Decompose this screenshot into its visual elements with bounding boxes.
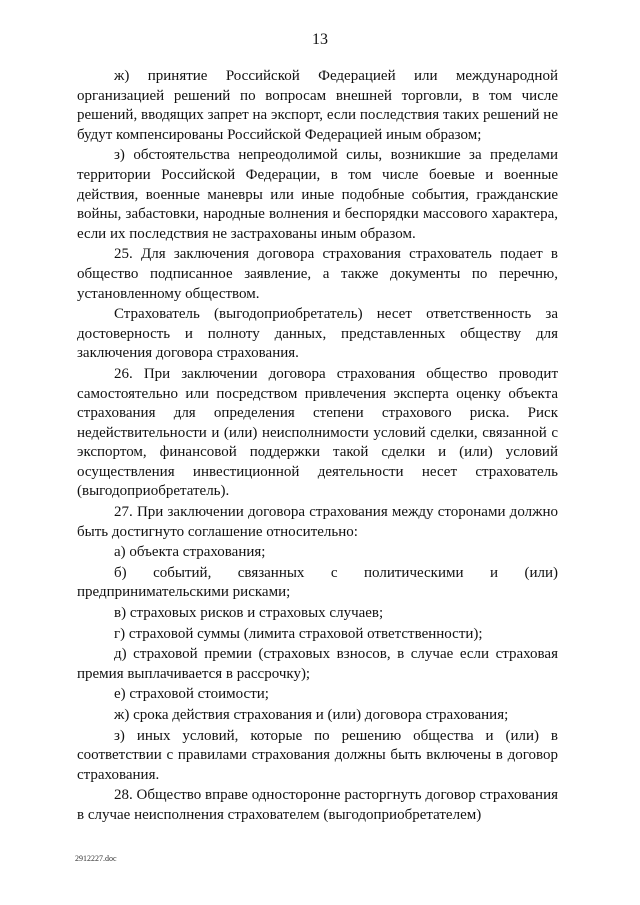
paragraph: Страхователь (выгодоприобретатель) несет ответственность за достоверность и полноту данных, представленных обществу для заключения договора страхования. [77, 306, 558, 362]
list-item: в) страховых рисков и страховых случаев; [114, 605, 384, 622]
paragraph: з) обстоятельства непреодолимой силы, возникшие за пределами территории Российской Федерации, в том числе боевые и военные действия, военные маневры или иные подобные события, гражданские войны, забастовки, народные волнения и беспорядки массового характера, если их последствия не застрахованы иным образом. [77, 147, 558, 242]
list-item: б) событий, связанных с политическими и (или) предпринимательскими рисками; [77, 564, 558, 601]
list-item: з) иных условий, которые по решению общества и (или) в соответствии с правилами страхования должны быть включены в договор страхования. [77, 727, 558, 783]
list-item: д) страховой премии (страховых взносов, в случае если страховая премия выплачивается в рассрочку); [77, 646, 558, 682]
paragraph: 28. Общество вправе односторонне расторгнуть договор страхования в случае неисполнения страхователем (выгодоприобретателем) [77, 787, 558, 823]
list-item: е) страховой стоимости; [114, 686, 269, 703]
page-number: 13 [312, 31, 328, 48]
list-item: ж) срока действия страхования и (или) договора страхования; [114, 707, 509, 723]
paragraph: 26. При заключении договора страхования общество проводит самостоятельно или посредством привлечения эксперта оценку объекта страхования для определения степени страхового риска. Риск недействительности и (или) неисполнимости условий сделки, связанной с экспортом, финансовой поддержки такой сделки и (или) условий осуществления инвестиционной деятельности несет страхователь (выгодоприобретатель). [77, 365, 558, 500]
paragraph: 25. Для заключения договора страхования страхователь подает в общество подписанное заявление, а также документы по перечню, установленному обществом. [77, 246, 558, 302]
document-body [77, 67, 558, 827]
paragraph: 27. При заключении договора страхования между сторонами должно быть достигнуто соглашение относительно: [77, 504, 558, 540]
list-item: г) страховой суммы (лимита страховой ответственности); [114, 625, 483, 642]
list-item: а) объекта страхования; [114, 544, 266, 561]
document-filename: 2912227.doc [75, 854, 117, 863]
paragraph: ж) принятие Российской Федерацией или международной организацией решений по вопросам внешней торговли, в том числе решений, вводящих запрет на экспорт, если последствия таких решений не будут компенсированы Российской Федерацией иным образом; [77, 68, 558, 143]
